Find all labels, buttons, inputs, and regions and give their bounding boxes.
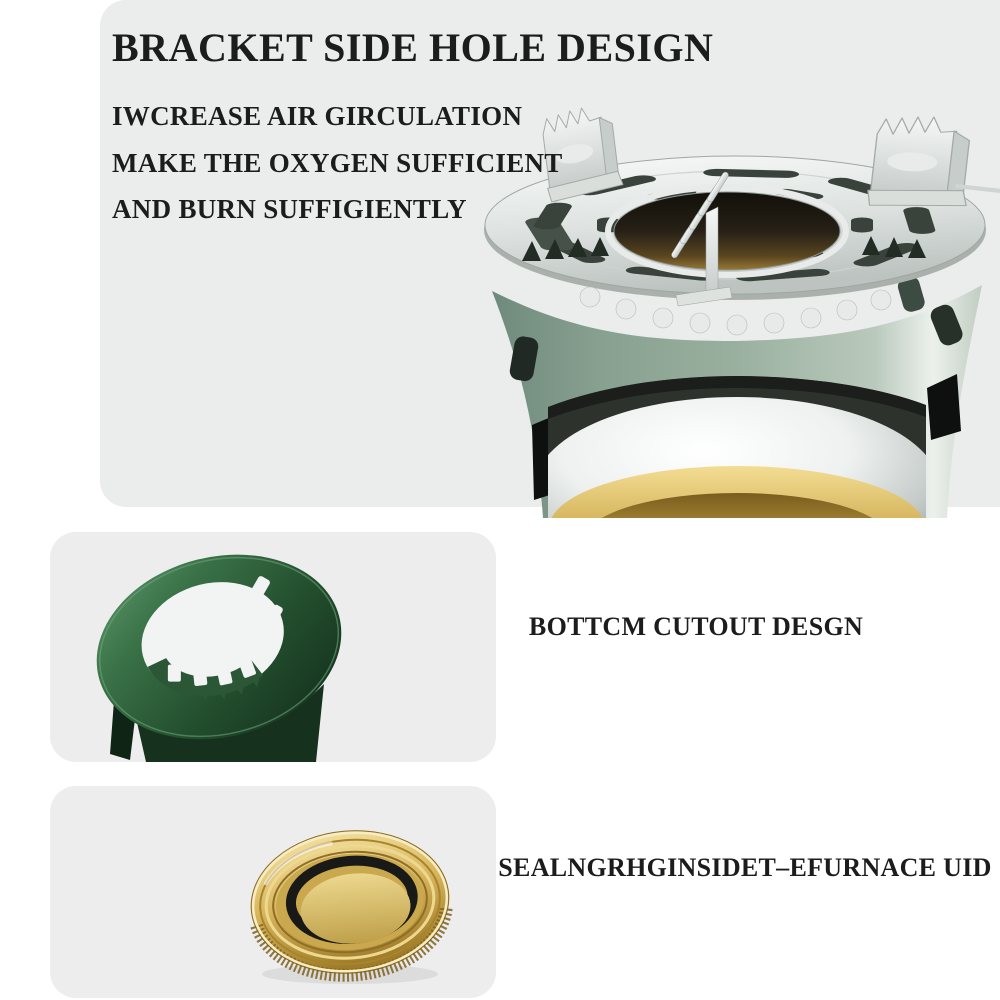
feature-caption-2: SEALNGRHGINSIDET–EFURNACE UID xyxy=(498,853,992,882)
hero-subtitle-line-3: AND BURN SUFFIGIENTLY xyxy=(112,194,467,224)
hero-subtitle-line-1: IWCREASE AIR GIRCULATION xyxy=(112,101,523,131)
hero-subtitle-line-2: MAKE THE OXYGEN SUFFICIENT xyxy=(112,147,563,178)
page-title: BRACKET SIDE HOLE DESIGN xyxy=(112,25,714,70)
feature-photo-card-2 xyxy=(50,786,496,998)
feature-photo-card-1 xyxy=(50,532,496,762)
bottom-cover-photo xyxy=(86,554,364,762)
sealing-lid-photo xyxy=(240,822,460,992)
front-cutout-window xyxy=(535,373,939,518)
hero-subtitle xyxy=(112,93,563,233)
pot-support-bracket-right xyxy=(867,113,1000,215)
lid-ring xyxy=(245,823,455,984)
feature-caption-1: BOTTCM CUTOUT DESGN xyxy=(528,612,864,641)
burner-opening xyxy=(614,192,840,270)
